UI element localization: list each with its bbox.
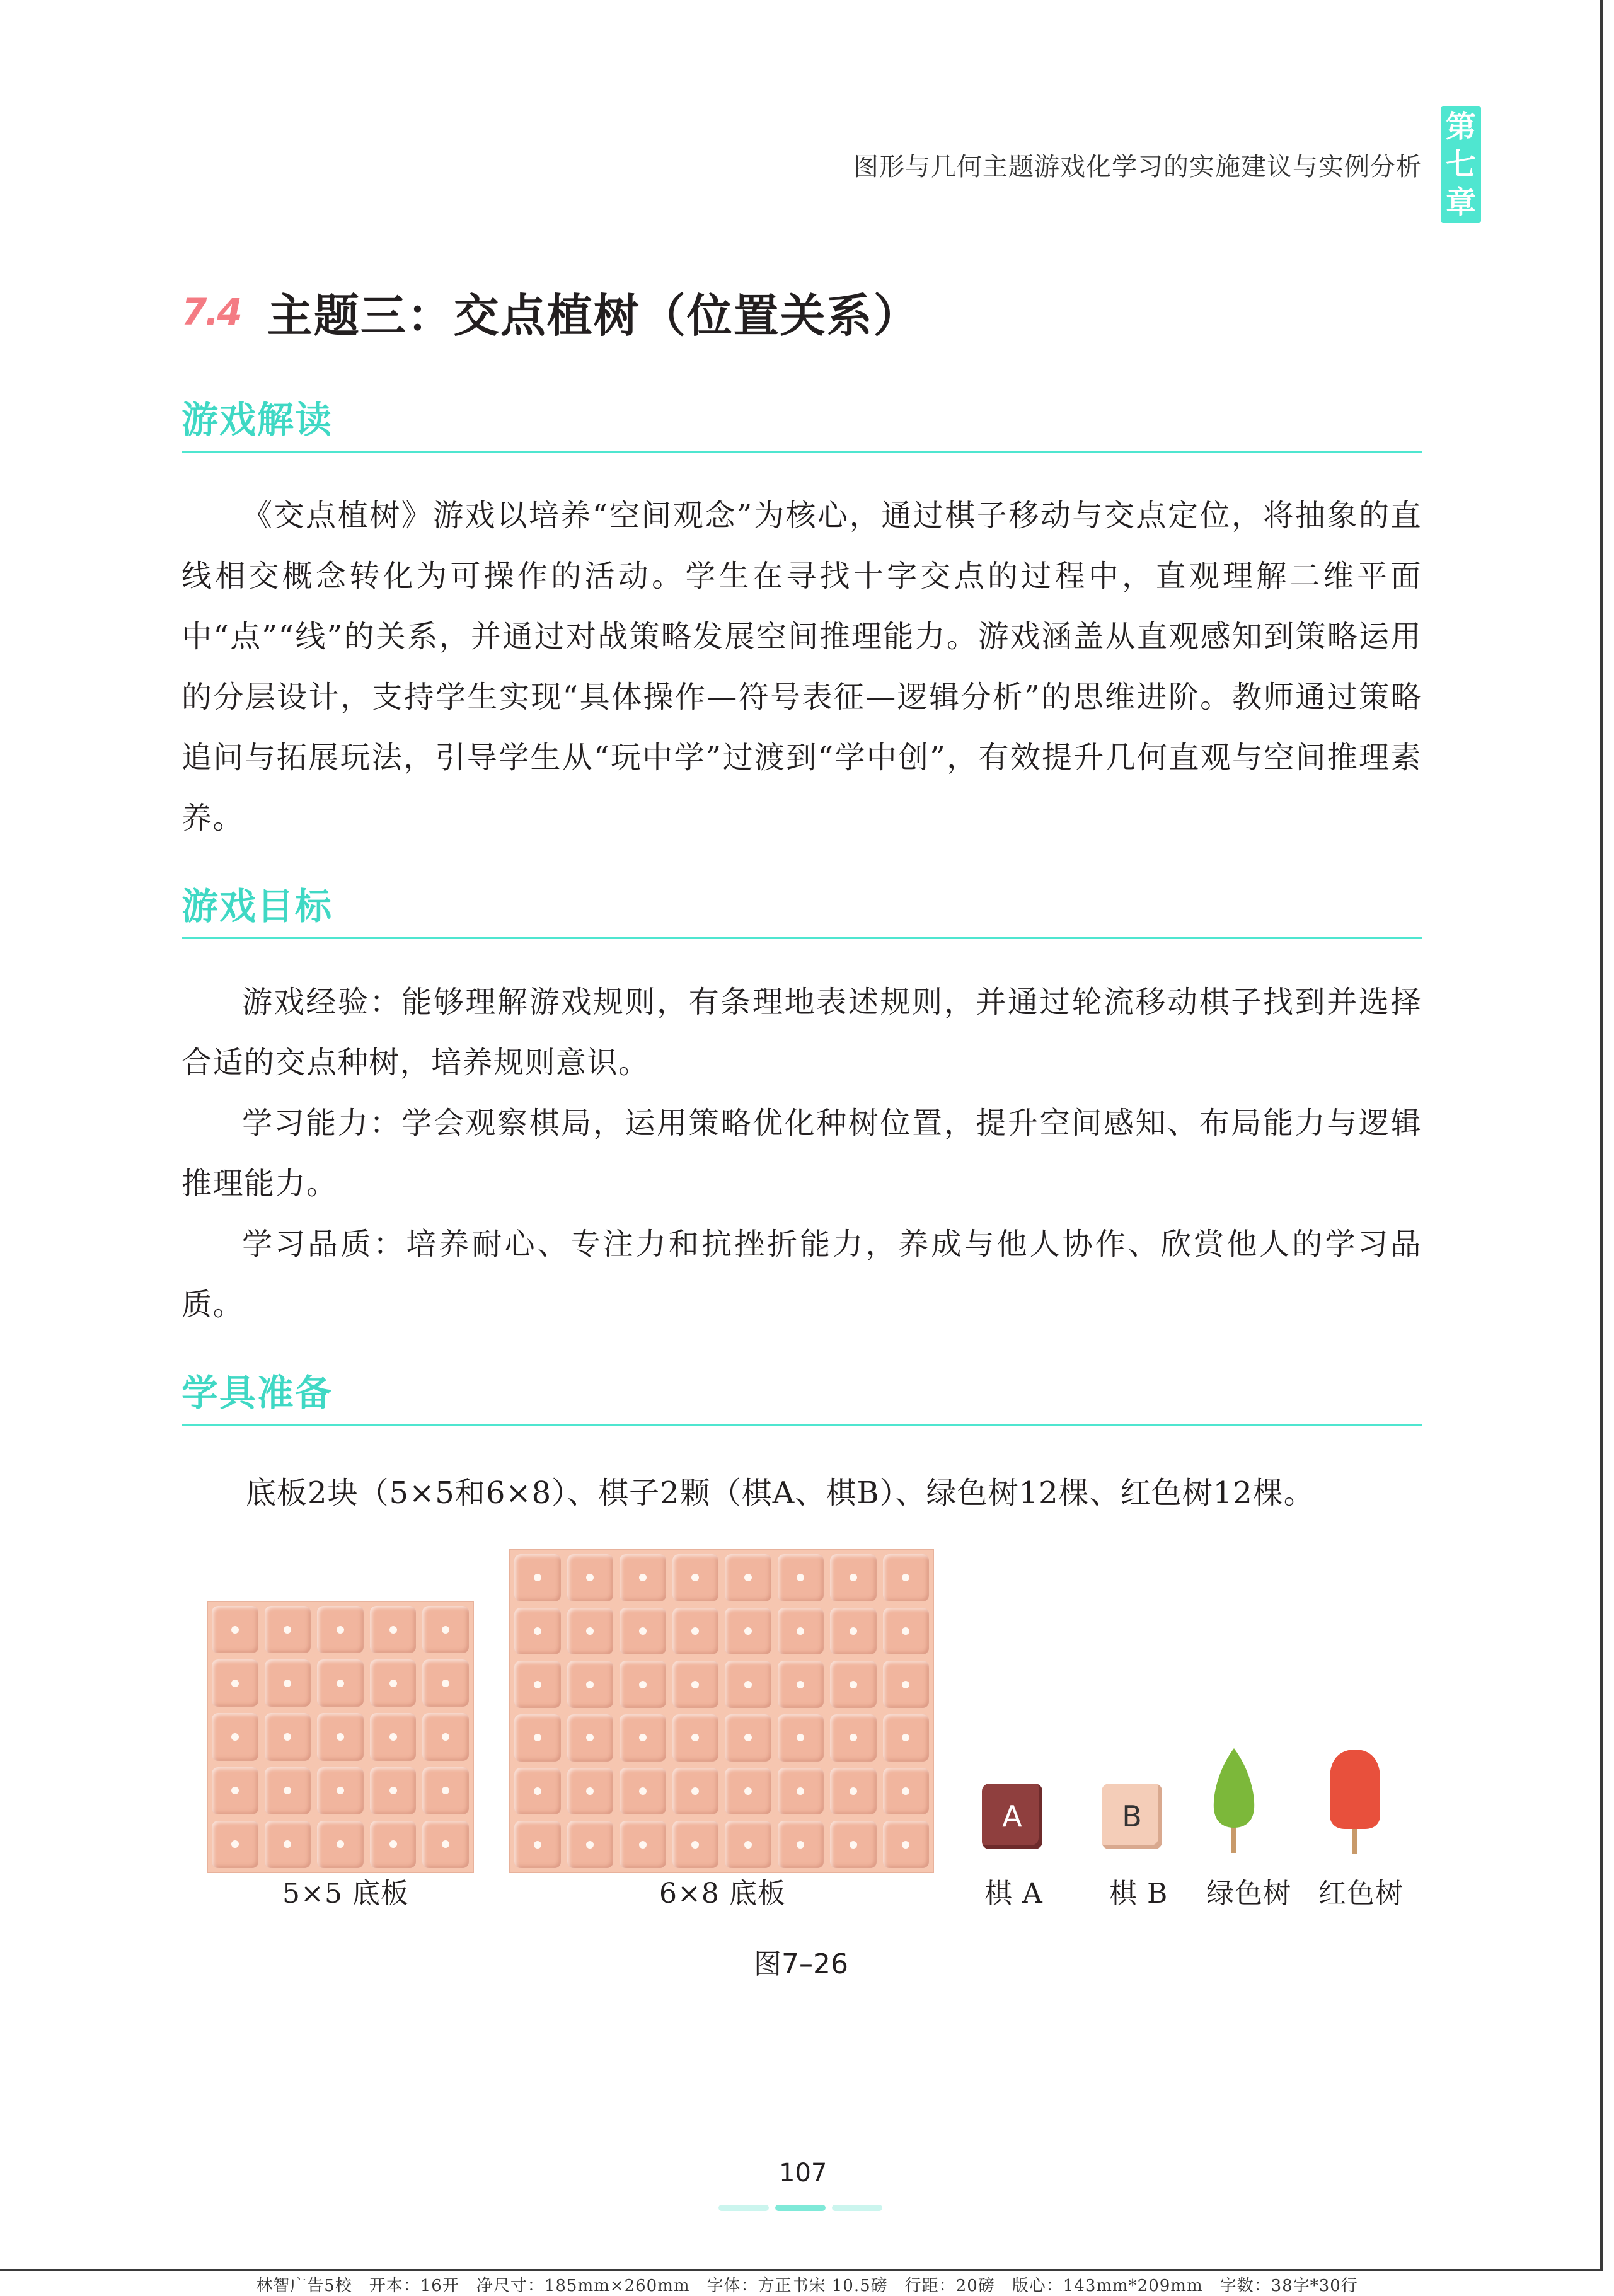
- board-cell: [725, 1714, 771, 1762]
- board-cell: [672, 1768, 719, 1815]
- board-cell: [883, 1661, 930, 1708]
- board-cell: [317, 1821, 364, 1868]
- running-header: 图形与几何主题游戏化学习的实施建议与实例分析: [853, 153, 1422, 182]
- board-cell: [830, 1661, 877, 1708]
- section-title: 主题三：交点植树（位置关系）: [267, 289, 920, 342]
- board-cell: [212, 1821, 258, 1868]
- printer-info: 林智广告5校 开本：16开 净尺寸：185mm×260mm 字体：方正书宋 10.5磅 行距：20磅 版心：143mm*209mm 字数：38字*30行: [256, 2276, 1358, 2295]
- board-cell: [672, 1714, 719, 1762]
- board-cell: [370, 1767, 417, 1814]
- page-number: 107: [779, 2159, 827, 2188]
- board-cell: [672, 1821, 719, 1868]
- subheading-interpretation: [182, 396, 1422, 453]
- board-cell: [778, 1714, 824, 1762]
- board-6x8-image: [509, 1549, 934, 1873]
- materials-text: 底板2块（5×5和6×8）、棋子2颗（棋A、棋B）、绿色树12棵、红色树12棵。: [246, 1475, 1315, 1511]
- board-cell: [212, 1606, 258, 1653]
- board-cell: [422, 1659, 469, 1707]
- red-tree-image: [1326, 1746, 1384, 1859]
- board-cell: [422, 1767, 469, 1814]
- chapter-tab: [1441, 106, 1481, 223]
- board-cell: [265, 1821, 311, 1868]
- board-cell: [370, 1659, 417, 1707]
- board-cell: [265, 1606, 311, 1653]
- board-cell: [265, 1767, 311, 1814]
- page-decoration-bar: [832, 2205, 882, 2211]
- figure-caption: 图7–26: [754, 1948, 848, 1980]
- board-cell: [317, 1713, 364, 1760]
- board-cell: [514, 1554, 561, 1601]
- board-cell: [265, 1659, 311, 1707]
- board-cell: [567, 1661, 614, 1708]
- board-cell: [567, 1821, 614, 1868]
- board-cell: [620, 1554, 666, 1601]
- subheading-materials: [182, 1369, 1422, 1426]
- subheading-label: 游戏目标: [182, 885, 333, 928]
- board-cell: [620, 1608, 666, 1655]
- interpretation-paragraph: 《交点植树》游戏以培养“空间观念”为核心，通过棋子移动与交点定位，将抽象的直线相交概念转化为可操作的活动。学生在寻找十字交点的过程中，直观理解二维平面中“点”“线”的关系，并通过对战策略发展空间推理能力。游戏涵盖从直观感知到策略运用的分层设计，支持学生实现“具体操作—符号表征—逻辑分析”的思维进阶。教师通过策略追问与拓展玩法，引导学生从“玩中学”过渡到“学中创”，有效提升几何直观与空间推理素养。: [182, 498, 1422, 836]
- board-cell: [778, 1821, 824, 1868]
- green-tree-image: [1209, 1746, 1259, 1859]
- subheading-label: 游戏解读: [182, 398, 333, 441]
- piece-b-image: B: [1102, 1784, 1162, 1849]
- subheading-label: 学具准备: [182, 1371, 333, 1414]
- board-cell: [778, 1608, 824, 1655]
- board-cell: [567, 1608, 614, 1655]
- board-cell: [212, 1767, 258, 1814]
- chapter-tab-char: 七: [1445, 147, 1476, 182]
- board-cell: [567, 1768, 614, 1815]
- goal-item-quality: 学习品质：培养耐心、专注力和抗挫折能力，养成与他人协作、欣赏他人的学习品质。: [182, 1226, 1422, 1322]
- board-cell: [830, 1768, 877, 1815]
- board-cell: [883, 1608, 930, 1655]
- board-cell: [370, 1606, 417, 1653]
- board-cell: [514, 1661, 561, 1708]
- board-cell: [672, 1661, 719, 1708]
- board-cell: [725, 1661, 771, 1708]
- board-cell: [830, 1821, 877, 1868]
- board-cell: [370, 1821, 417, 1868]
- board-cell: [883, 1821, 930, 1868]
- caption-red-tree: 红色树: [1318, 1878, 1404, 1910]
- section-number: 7.4: [182, 291, 241, 333]
- board-cell: [725, 1821, 771, 1868]
- board-cell: [883, 1768, 930, 1815]
- page-decoration: [718, 2205, 882, 2211]
- board-cell: [212, 1713, 258, 1760]
- board-cell: [778, 1661, 824, 1708]
- board-cell: [778, 1554, 824, 1601]
- section-heading: [182, 277, 920, 347]
- board-cell: [370, 1713, 417, 1760]
- board-cell: [422, 1606, 469, 1653]
- chapter-tab-char: 章: [1445, 185, 1476, 220]
- board-cell: [317, 1659, 364, 1707]
- board-cell: [317, 1767, 364, 1814]
- board-cell: [620, 1661, 666, 1708]
- board-5x5-image: [207, 1601, 474, 1873]
- caption-board-6x8: 6×8 底板: [659, 1878, 786, 1910]
- goal-item-experience: 游戏经验：能够理解游戏规则，有条理地表述规则，并通过轮流移动棋子找到并选择合适的交点种树，培养规则意识。: [182, 984, 1422, 1080]
- caption-piece-b: 棋 B: [1109, 1878, 1168, 1910]
- board-cell: [672, 1608, 719, 1655]
- page-decoration-bar: [718, 2205, 769, 2211]
- board-cell: [620, 1714, 666, 1762]
- board-cell: [567, 1714, 614, 1762]
- board-cell: [725, 1608, 771, 1655]
- board-cell: [422, 1713, 469, 1760]
- board-cell: [514, 1821, 561, 1868]
- caption-green-tree: 绿色树: [1206, 1878, 1291, 1910]
- board-cell: [514, 1768, 561, 1815]
- board-cell: [883, 1714, 930, 1762]
- board-cell: [514, 1714, 561, 1762]
- piece-a-image: A: [982, 1784, 1042, 1849]
- caption-piece-a: 棋 A: [984, 1878, 1043, 1910]
- board-cell: [830, 1608, 877, 1655]
- goal-item-ability: 学习能力：学会观察棋局，运用策略优化种树位置，提升空间感知、布局能力与逻辑推理能力。: [182, 1105, 1422, 1201]
- board-cell: [620, 1768, 666, 1815]
- board-cell: [265, 1713, 311, 1760]
- board-cell: [883, 1554, 930, 1601]
- board-cell: [830, 1714, 877, 1762]
- board-cell: [620, 1821, 666, 1868]
- board-cell: [514, 1608, 561, 1655]
- board-cell: [830, 1554, 877, 1601]
- board-cell: [567, 1554, 614, 1601]
- board-cell: [672, 1554, 719, 1601]
- caption-board-5x5: 5×5 底板: [282, 1878, 409, 1910]
- board-cell: [422, 1821, 469, 1868]
- board-cell: [778, 1768, 824, 1815]
- board-cell: [317, 1606, 364, 1653]
- chapter-tab-char: 第: [1445, 109, 1476, 144]
- board-cell: [725, 1554, 771, 1601]
- board-cell: [212, 1659, 258, 1707]
- page-decoration-bar: [775, 2205, 826, 2211]
- subheading-goals: [182, 882, 1422, 939]
- board-cell: [725, 1768, 771, 1815]
